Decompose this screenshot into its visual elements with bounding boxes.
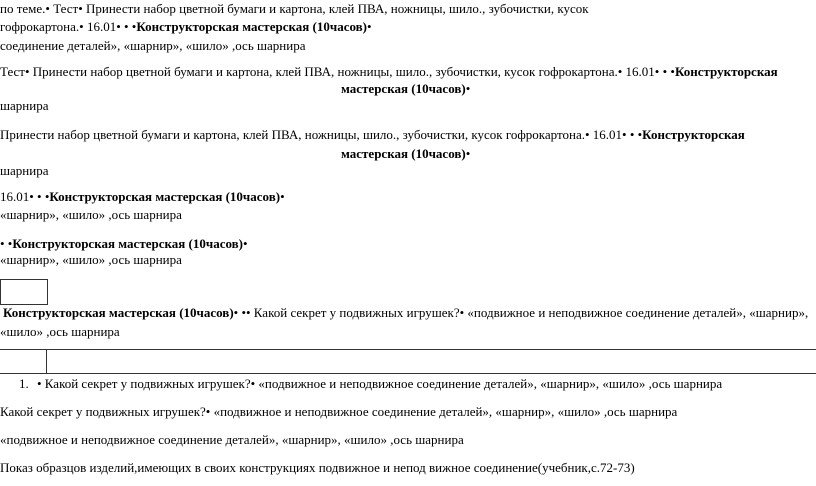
fragment-2-line-3: шарнира <box>0 98 49 113</box>
fragment-2-heading-part-1: Конструкторская <box>674 64 778 79</box>
bullet-icon: • <box>465 146 471 161</box>
fragment-1-line-1: по теме.• Тест• Принести набор цветной бумаги и картона, клей ПВА, ножницы, шило., зубочистки, кусок <box>0 1 589 16</box>
table-border-bottom <box>0 373 816 374</box>
fragment-9-line: «подвижное и неподвижное соединение деталей», «шарнир», «шило» ,ось шарнира <box>0 432 464 447</box>
numbered-list-item <box>19 375 29 392</box>
fragment-6-line-1-text: • •• Какой секрет у подвижных игрушек?• «подвижное и неподвижное соединение деталей», «шарнир», <box>233 305 809 320</box>
fragment-5-line-1 <box>0 235 248 252</box>
empty-table-cell <box>0 279 48 305</box>
fragment-1-heading: Конструкторская мастерская (10часов) <box>136 19 367 34</box>
fragment-4-line-2: «шарнир», «шило» ,ось шарнира <box>0 207 182 222</box>
table-column-divider <box>46 349 47 373</box>
list-number: 1. <box>19 376 29 391</box>
fragment-3-line-2 <box>341 145 470 162</box>
fragment-2-heading-part-2: мастерская (10часов) <box>341 81 466 96</box>
fragment-4-line-1 <box>0 188 285 205</box>
table-border-top <box>0 349 816 350</box>
list-item-text: • Какой секрет у подвижных игрушек?• «подвижное и неподвижное соединение деталей», «шарнир», «шило» ,ось шарнира <box>37 376 723 391</box>
fragment-6-heading: Конструкторская мастерская (10часов) <box>3 305 234 320</box>
fragment-4-line-1-prefix: 16.01• • • <box>0 189 50 204</box>
fragment-5-line-2: «шарнир», «шило» ,ось шарнира <box>0 252 182 267</box>
bullet-icon: • <box>367 19 372 34</box>
fragment-3-line-3: шарнира <box>0 163 49 178</box>
fragment-6-line-2: «шило» ,ось шарнира <box>0 324 120 339</box>
fragment-1-line-2 <box>0 18 372 35</box>
fragment-5-heading: Конструкторская мастерская (10часов) <box>12 236 244 251</box>
fragment-2-line-1-text: Тест• Принести набор цветной бумаги и картона, клей ПВА, ножницы, шило., зубочистки, кусок гофрокартона.• 16.01• • • <box>0 64 675 79</box>
fragment-2-line-2 <box>341 80 470 97</box>
bullet-icon: • <box>465 81 471 96</box>
fragment-5-line-1-prefix: • • <box>0 236 13 251</box>
fragment-3-heading-part-1: Конструкторская <box>642 127 745 142</box>
bullet-icon: • <box>243 236 248 251</box>
fragment-3-line-1-text: Принести набор цветной бумаги и картона, клей ПВА, ножницы, шило., зубочистки, кусок гофрокартона.• 16.01• • • <box>0 127 643 142</box>
fragment-3-line-1 <box>0 126 745 143</box>
fragment-1-line-2-prefix: гофрокартона.• 16.01• • • <box>0 19 137 34</box>
fragment-4-heading: Конструкторская мастерская (10часов) <box>49 189 281 204</box>
bullet-icon: • <box>280 189 285 204</box>
fragment-1-line-3: соединение деталей», «шарнир», «шило» ,ось шарнира <box>0 38 306 53</box>
fragment-3-heading-part-2: мастерская (10часов) <box>341 146 466 161</box>
fragment-6-line-1 <box>3 304 808 321</box>
fragment-10-line: Показ образцов изделий,имеющих в своих конструкциях подвижное и непод вижное соединение(учебник,с.72-73) <box>0 460 635 475</box>
fragment-2-line-1 <box>0 63 778 80</box>
fragment-8-line: Какой секрет у подвижных игрушек?• «подвижное и неподвижное соединение деталей», «шарнир», «шило» ,ось шарнира <box>0 404 678 419</box>
